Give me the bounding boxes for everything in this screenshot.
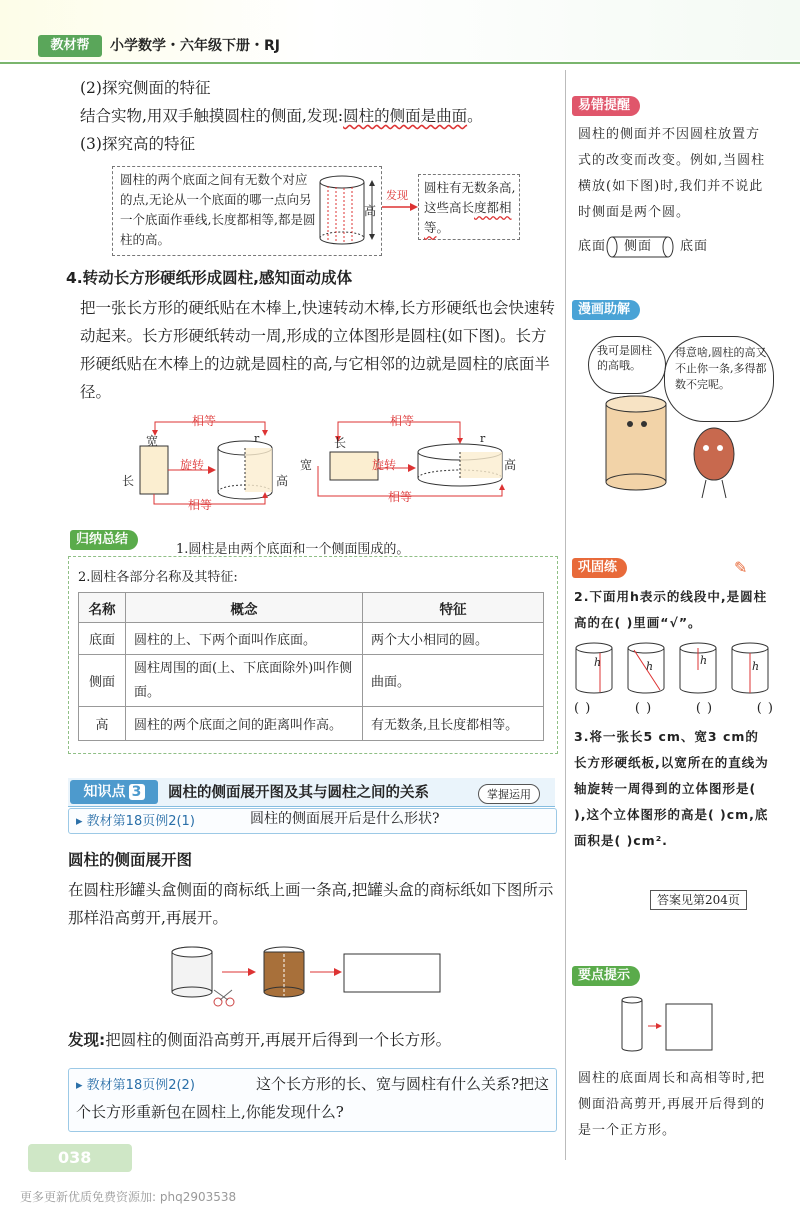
height-concept-text: 圆柱的两个底面之间有无数个对应的点,无论从一个底面的哪一点向另一个底面作垂线,长度都相等,都是圆柱的高。 [120, 172, 316, 247]
fig1-length-label: 长 [122, 474, 135, 488]
fig1-bottom-equal-label: 相等 [188, 498, 213, 512]
key-tip-tag: 要点提示 [572, 966, 640, 986]
q2-answer-blanks [574, 696, 774, 722]
summary-point-1: 1.圆柱是由两个底面和一个侧面围成的。 [176, 542, 410, 557]
speech-bubble-1: 我可是圆柱的高哦。 [588, 336, 666, 394]
fig1-height-label: 高 [276, 474, 289, 488]
pencil-icon: ✎ [734, 558, 748, 577]
square-unfold-figure [618, 994, 728, 1056]
error-fig-right: 底面 [680, 239, 709, 254]
section-2-body: 结合实物,用双手触摸圆柱的侧面,发现:圆柱的侧面是曲面。 [80, 107, 483, 125]
practice-question-2: 2.下面用h表示的线段中,是圆柱高的在( )里画“√”。 [574, 589, 768, 630]
discovery-arrow-label: 发现 [386, 189, 408, 202]
summary-point-2: 2.圆柱各部分名称及其特征: [78, 570, 238, 585]
fig2-top-equal-label: 相等 [390, 414, 415, 428]
finding-text: 圆柱有无数条高,这些高长度都相等。 [424, 180, 516, 235]
practice-question-3: 3.将一张长5 cm、宽3 cm的长方形硬纸板,以宽所在的直线为轴旋转一周得到的立体图形是( ),这个立体图形的高是( )cm,底面积是( )cm². [574, 729, 769, 848]
discovery-line: 发现:把圆柱的侧面沿高剪开,再展开后得到一个长方形。 [68, 1031, 452, 1049]
knowledge-point-badge: 知识点 3 [70, 780, 158, 804]
height-label: 高 [364, 204, 377, 218]
q2-blank[interactable]: ( ) [574, 701, 592, 716]
section-4-heading: 4.转动长方形硬纸形成圆柱,感知面动成体 [66, 269, 353, 287]
error-fig-left: 底面 [578, 239, 607, 254]
cylinder-parts-table [78, 592, 544, 741]
book-title: 小学数学・六年级下册・RJ [110, 38, 280, 54]
fig1-width-label: 宽 [146, 434, 159, 448]
ref-2-source: ▸ 教材第18页例2(2) [76, 1078, 195, 1093]
q2-blank[interactable]: ( ) [634, 701, 653, 716]
fig2-bottom-equal-label: 相等 [388, 490, 413, 504]
error-reminder-tag: 易错提醒 [572, 96, 640, 116]
section-2-heading: (2)探究侧面的特征 [80, 79, 211, 97]
comic-characters-illustration [596, 388, 756, 508]
fig2-length-label: 长 [334, 436, 347, 450]
unfold-paragraph: 在圆柱形罐头盒侧面的商标纸上画一条高,把罐头盒的商标纸如下图所示那样沿高剪开,再展开。 [68, 881, 554, 927]
sidebar-divider [565, 70, 566, 1160]
knowledge-point-title: 圆柱的侧面展开图及其与圆柱之间的关系 [168, 785, 429, 801]
ref-1-question: 圆柱的侧面展开后是什么形状? [250, 811, 440, 827]
q2-h-label-4: h [752, 660, 760, 673]
section-3-heading: (3)探究高的特征 [80, 135, 195, 153]
speech-bubble-2: 得意啥,圆柱的高又不止你一条,多得都数不完呢。 [664, 336, 774, 422]
ref-1-source: ▸ 教材第18页例2(1) [76, 814, 195, 829]
key-tip-text: 圆柱的底面周长和高相等时,把侧面沿高剪开,再展开后得到的是一个正方形。 [578, 1071, 766, 1138]
comic-tag: 漫画助解 [572, 300, 640, 320]
fig2-radius-label: r [480, 432, 486, 445]
header-rule [0, 62, 800, 64]
summary-tag: 归纳总结 [70, 530, 138, 550]
fig2-rotate-label: 旋转 [372, 458, 397, 472]
error-reminder-text: 圆柱的侧面并不因圆柱放置方式的改变而改变。例如,当圆柱横放(如下图)时,我们并不说此时侧面是两个圆。 [578, 127, 766, 220]
answer-reference: 答案见第204页 [650, 890, 747, 910]
error-fig-middle: 侧面 [624, 239, 653, 254]
q2-blank[interactable]: ( ) [756, 701, 774, 716]
cylinder-height-options [574, 640, 770, 698]
fig2-width-label: 宽 [300, 458, 313, 472]
fig1-radius-label: r [254, 432, 260, 445]
table-row: 侧面 圆柱周围的面(上、下底面除外)叫作侧面。 曲面。 [79, 655, 544, 707]
q2-h-label-2: h [646, 660, 654, 673]
q2-h-label-3: h [700, 654, 708, 667]
table-row: 高 圆柱的两个底面之间的距离叫作高。 有无数条,且长度都相等。 [79, 707, 544, 741]
fig1-top-equal-label: 相等 [192, 414, 217, 428]
curved-surface-highlight: 圆柱的侧面是曲面 [343, 107, 468, 125]
table-row: 底面 圆柱的上、下两个面叫作底面。 两个大小相同的圆。 [79, 623, 544, 655]
label-unfolding-figure [170, 944, 470, 1010]
q2-blank[interactable]: ( ) [695, 701, 714, 716]
ref-2-question: 这个长方形的长、宽与圆柱有什么关系?把这个长方形重新包在圆柱上,你能发现什么? [76, 1075, 550, 1121]
series-logo: 教材帮 [38, 35, 102, 57]
page-number: 038 [58, 1148, 92, 1167]
fig2-height-label: 高 [504, 458, 517, 472]
unfold-subheading: 圆柱的侧面展开图 [68, 851, 193, 869]
section-4-paragraph: 把一张长方形的硬纸贴在木棒上,快速转动木棒,长方形硬纸也会快速转动起来。长方形硬纸转动一周,形成的立体图形是圆柱(如下图)。长方形硬纸贴在木棒上的边就是圆柱的高,与它相邻的边就是圆柱的底面半径。 [80, 299, 555, 401]
scissors-icon [214, 990, 234, 1006]
watermark: 更多更新优质免费资源加: phq2903538 [20, 1190, 237, 1204]
table-header-row: 名称 概念 特征 [79, 593, 544, 623]
q2-h-label-1: h [594, 656, 602, 669]
rotation-figure-width-axis [310, 412, 530, 512]
fig1-rotate-label: 旋转 [180, 458, 205, 472]
practice-tag: 巩固练 [572, 558, 627, 578]
mastery-pill: 掌握运用 [478, 784, 540, 804]
